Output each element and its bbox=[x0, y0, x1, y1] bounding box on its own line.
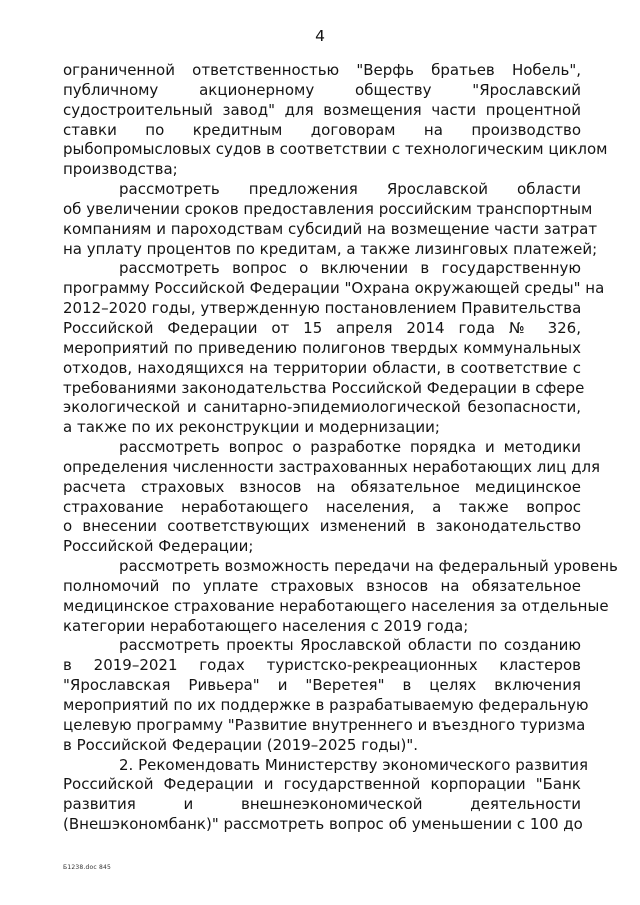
text-line: рассмотреть возможность передачи на федеральный уровень bbox=[119, 557, 618, 576]
text-line: рассмотреть предложения Ярославской области bbox=[119, 180, 581, 199]
text-line: медицинское страхование неработающего населения за отдельные bbox=[63, 596, 609, 615]
text-line: на уплату процентов по кредитам, а также лизинговых платежей; bbox=[63, 239, 598, 258]
text-line: рассмотреть вопрос о разработке порядка и методики bbox=[119, 438, 581, 457]
text-line: рассмотреть проекты Ярославской области по созданию bbox=[119, 636, 581, 655]
text-line: развития и внешнеэкономической деятельности bbox=[63, 795, 581, 814]
text-line: экологической и санитарно-эпидемиологической безопасности, bbox=[63, 398, 581, 417]
text-line: рыбопромысловых судов в соответствии с технологическим циклом bbox=[63, 140, 608, 159]
text-line: 2012–2020 годы, утвержденную постановлением Правительства bbox=[63, 299, 582, 318]
text-line: судостроительный завод" для возмещения части процентной bbox=[63, 100, 581, 119]
text-line: об увеличении сроков предоставления российским транспортным bbox=[63, 199, 593, 218]
page-number: 4 bbox=[315, 27, 325, 45]
text-line: в Российской Федерации (2019–2025 годы)". bbox=[63, 735, 419, 754]
text-line: рассмотреть вопрос о включении в государственную bbox=[119, 259, 581, 278]
text-line: мероприятий по их поддержке в разрабатываемую федеральную bbox=[63, 696, 589, 714]
text-line: Российской Федерации от 15 апреля 2014 года № 326, bbox=[63, 318, 581, 337]
text-line: производства; bbox=[63, 160, 178, 179]
body-text bbox=[63, 61, 618, 835]
text-line: компаниям и пароходствам субсидий на возмещение части затрат bbox=[63, 219, 598, 238]
text-line: ставки по кредитным договорам на производство bbox=[63, 120, 581, 139]
text-line: категории неработающего населения с 2019 года; bbox=[63, 616, 469, 635]
text-line: Российской Федерации и государственной корпорации "Банк bbox=[63, 775, 581, 794]
text-line: полномочий по уплате страховых взносов на обязательное bbox=[63, 576, 581, 595]
text-line: "Ярославская Ривьера" и "Веретея" в целях включения bbox=[63, 676, 581, 695]
text-line: определения численности застрахованных неработающих лиц для bbox=[63, 457, 601, 476]
text-line: отходов, находящихся на территории области, в соответствие с bbox=[63, 358, 581, 377]
text-line: о внесении соответствующих изменений в законодательство bbox=[63, 517, 581, 536]
text-line: программу Российской Федерации "Охрана окружающей среды" на bbox=[63, 279, 605, 298]
text-line: страхование неработающего населения, а также вопрос bbox=[63, 497, 581, 516]
text-line: расчета страховых взносов на обязательное медицинское bbox=[63, 477, 581, 496]
text-line: требованиями законодательства Российской Федерации в сфере bbox=[63, 378, 585, 397]
footer-file-reference: Б1238.doc 845 bbox=[63, 864, 112, 871]
text-line: а также по их реконструкции и модернизации; bbox=[63, 418, 440, 437]
text-line: в 2019–2021 годах туристско-рекреационных кластеров bbox=[63, 656, 581, 675]
text-line: целевую программу "Развитие внутреннего и въездного туризма bbox=[63, 715, 586, 734]
text-line: (Внешэкономбанк)" рассмотреть вопрос об уменьшении с 100 до bbox=[63, 815, 583, 834]
text-line: Российской Федерации; bbox=[63, 537, 254, 556]
text-line: мероприятий по приведению полигонов твердых коммунальных bbox=[63, 338, 581, 357]
text-line: ограниченной ответственностью "Верфь братьев Нобель", bbox=[63, 61, 581, 79]
text-line: 2. Рекомендовать Министерству экономического развития bbox=[119, 755, 589, 774]
text-line: публичному акционерному обществу "Ярославский bbox=[63, 80, 581, 99]
